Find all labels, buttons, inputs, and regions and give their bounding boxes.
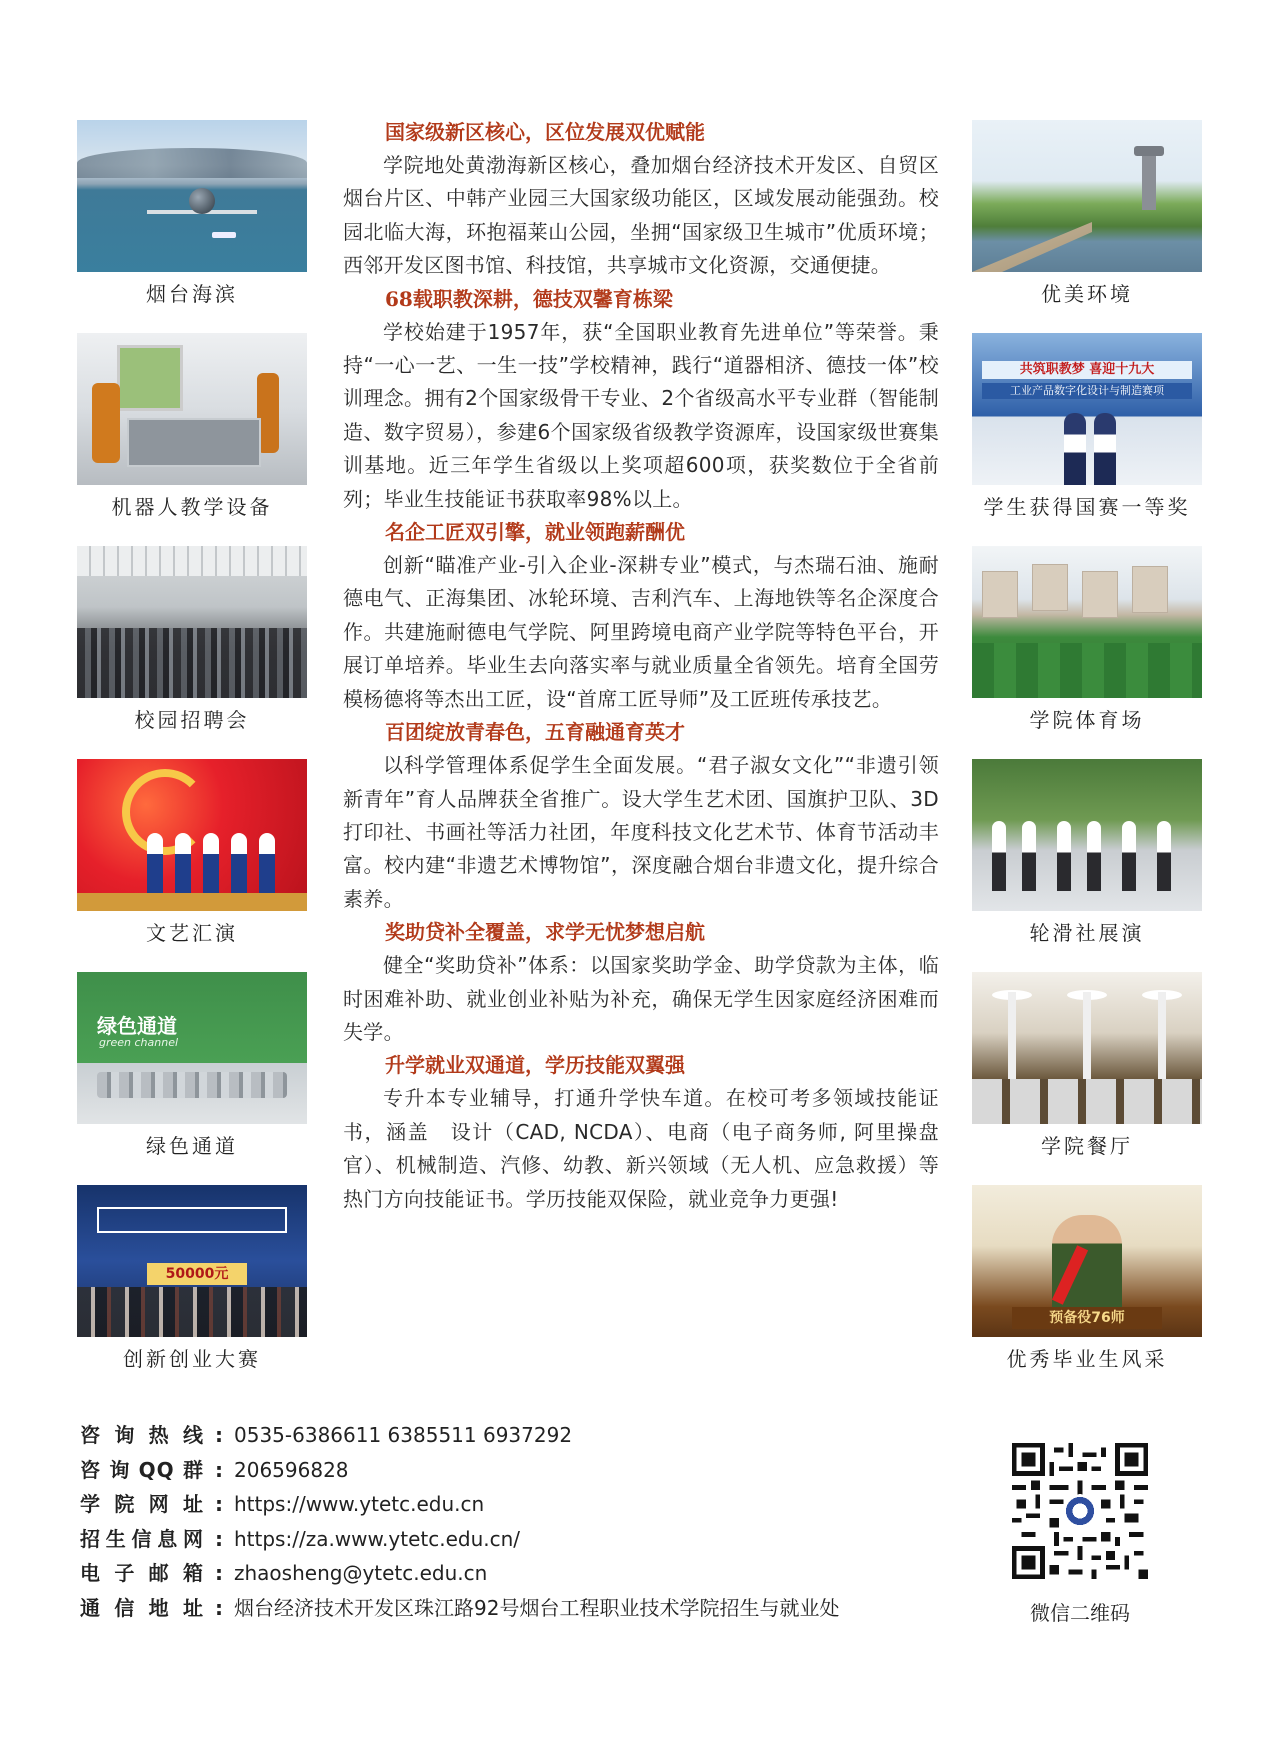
stadium-photo-icon	[972, 546, 1202, 698]
section-body: 健全“奖助贷补”体系：以国家奖助学金、助学贷款为主体，临时困难补助、就业创业补贴为补充，确保无学生因家庭经济困难而失学。	[343, 953, 939, 1044]
section-campus-life	[343, 716, 939, 916]
contact-colon: :	[215, 1492, 223, 1517]
photo-caption: 文艺汇演	[146, 921, 238, 945]
photo-card-stadium	[972, 546, 1202, 759]
section-body: 以科学管理体系促学生全面发展。“君子淑女文化”“非遗引领新青年”育人品牌获全省推广。设大学生艺术团、国旗护卫队、3D打印社、书画社等活力社团，年度科技文化艺术节、体育节活动丰富。校内建“非遗艺术博物馆”，深度融合烟台非遗文化，提升综合素养。	[343, 753, 939, 911]
contact-value: 206596828	[234, 1457, 349, 1482]
contact-colon: :	[215, 1423, 223, 1447]
section-body: 学校始建于1957年，获“全国职业教育先进单位”等荣誉。秉持“一心一艺、一生一技”学校精神，践行“道器相济、德技一体”校训理念。拥有2个国家级骨干专业、2个省级高水平专业群（智能制造、数字贸易），参建6个国家级省级教学资源库，设国家级世赛集训基地。近三年学生省级以上奖项超600项，获奖数位于全省前列；毕业生技能证书获取率98%以上。	[343, 319, 939, 511]
section-financial-aid	[343, 916, 939, 1049]
award-banner-title: 共筑职教梦 喜迎十九大	[982, 361, 1192, 379]
section-title: 国家级新区核心，区位发展双优赋能	[385, 120, 705, 144]
right-photo-column	[972, 120, 1202, 1398]
photo-card-seaside	[77, 120, 307, 333]
park-photo-icon	[972, 120, 1202, 272]
contact-colon: :	[215, 1526, 223, 1551]
job-fair-photo-icon	[77, 546, 307, 698]
section-title: 68载职教深耕，德技双馨育栋梁	[385, 286, 673, 311]
section-body: 专升本专业辅导，打通升学快车道。在校可考多领域技能证书，涵盖 设计（CAD, NCDA）、电商（电子商务师, 阿里操盘官）、机械制造、汽修、幼教、新兴领域（无人机、应急救援）等热门方向技能证书。学历技能双保险，就业竞争力更强!	[343, 1086, 939, 1211]
skating-photo-icon	[972, 759, 1202, 911]
section-title: 奖助贷补全覆盖，求学无忧梦想启航	[385, 920, 705, 945]
section-further-study	[343, 1049, 939, 1216]
green-channel-sign-title: 绿色通道	[97, 1014, 177, 1038]
contact-hotline	[80, 1418, 839, 1453]
award-banner-sub: 工业产品数字化设计与制造赛项	[982, 383, 1192, 399]
contact-colon: :	[215, 1561, 223, 1586]
contact-value: 烟台经济技术开发区珠江路92号烟台工程职业技术学院招生与就业处	[234, 1595, 840, 1620]
website-link[interactable]: https://www.ytetc.edu.cn	[234, 1492, 485, 1517]
contact-email	[80, 1556, 839, 1591]
contact-label: 电子邮箱	[80, 1561, 204, 1586]
photo-caption: 烟台海滨	[146, 282, 238, 306]
photo-card-park	[972, 120, 1202, 333]
contest-cheque: 50000元	[147, 1263, 247, 1285]
photo-caption: 学生获得国赛一等奖	[983, 495, 1191, 519]
contest-photo-icon	[77, 1185, 307, 1337]
main-content	[343, 116, 939, 1216]
qr-code-icon[interactable]	[1012, 1443, 1148, 1579]
canteen-photo-icon	[972, 972, 1202, 1124]
photo-card-job-fair	[77, 546, 307, 759]
photo-card-contest	[77, 1185, 307, 1398]
contact-label: 咨询QQ群	[80, 1457, 204, 1482]
photo-caption: 绿色通道	[146, 1134, 238, 1158]
green-channel-photo-icon	[77, 972, 307, 1124]
contact-label: 招生信息网	[80, 1526, 204, 1551]
seaside-photo-icon	[77, 120, 307, 272]
email-link[interactable]: zhaosheng@ytetc.edu.cn	[234, 1561, 488, 1586]
qr-caption: 微信二维码	[1030, 1601, 1130, 1625]
photo-caption: 学院餐厅	[1041, 1134, 1133, 1158]
photo-card-skating	[972, 759, 1202, 972]
left-photo-column	[77, 120, 307, 1398]
photo-caption: 校园招聘会	[134, 708, 250, 732]
contact-qq	[80, 1453, 839, 1488]
photo-card-award	[972, 333, 1202, 546]
wechat-qr-block	[1010, 1443, 1150, 1626]
section-title: 百团绽放青春色，五育融通育英才	[385, 720, 685, 745]
photo-card-stage	[77, 759, 307, 972]
photo-caption: 学院体育场	[1029, 708, 1145, 732]
contact-admission-site	[80, 1522, 839, 1557]
section-body: 学院地处黄渤海新区核心，叠加烟台经济技术开发区、自贸区烟台片区、中韩产业园三大国家级功能区，区域发展动能强劲。校园北临大海，环抱福莱山公园，坐拥“国家级卫生城市”优质环境；西邻开发区图书馆、科技馆，共享城市文化资源，交通便捷。	[343, 153, 939, 278]
section-history	[343, 283, 939, 516]
contact-info	[80, 1418, 839, 1626]
graduate-plate: 预备役76师	[1012, 1307, 1162, 1329]
photo-card-green-channel	[77, 972, 307, 1185]
photo-caption: 创新创业大赛	[123, 1347, 261, 1371]
contact-website	[80, 1487, 839, 1522]
stage-performance-photo-icon	[77, 759, 307, 911]
graduate-photo-icon	[972, 1185, 1202, 1337]
section-body: 创新“瞄准产业-引入企业-深耕专业”模式，与杰瑞石油、施耐德电气、正海集团、冰轮环境、吉利汽车、上海地铁等名企深度合作。共建施耐德电气学院、阿里跨境电商产业学院等特色平台，开展订单培养。毕业生去向落实率与就业质量全省领先。培育全国劳模杨德将等杰出工匠，设“首席工匠导师”及工匠班传承技艺。	[343, 553, 939, 711]
photo-card-canteen	[972, 972, 1202, 1185]
contact-label: 通信地址	[80, 1595, 204, 1620]
contact-label: 咨询热线	[80, 1423, 204, 1447]
photo-caption: 轮滑社展演	[1029, 921, 1145, 945]
contact-label: 学院网址	[80, 1492, 204, 1517]
photo-caption: 机器人教学设备	[111, 495, 273, 519]
award-photo-icon	[972, 333, 1202, 485]
section-location	[343, 116, 939, 283]
robot-lab-photo-icon	[77, 333, 307, 485]
green-channel-sign-sub: green channel	[99, 1036, 179, 1049]
admission-site-link[interactable]: https://za.www.ytetc.edu.cn/	[234, 1526, 521, 1551]
photo-caption: 优秀毕业生风采	[1006, 1347, 1168, 1371]
section-title: 名企工匠双引擎，就业领跑薪酬优	[385, 520, 685, 545]
contact-value: 0535-6386611 6385511 6937292	[234, 1423, 573, 1447]
photo-card-robot-lab	[77, 333, 307, 546]
photo-card-graduate	[972, 1185, 1202, 1398]
section-title: 升学就业双通道，学历技能双翼强	[385, 1053, 685, 1078]
section-employment	[343, 516, 939, 716]
photo-caption: 优美环境	[1041, 282, 1133, 306]
contact-address	[80, 1591, 839, 1626]
contact-colon: :	[215, 1595, 223, 1620]
contact-colon: :	[215, 1457, 223, 1482]
